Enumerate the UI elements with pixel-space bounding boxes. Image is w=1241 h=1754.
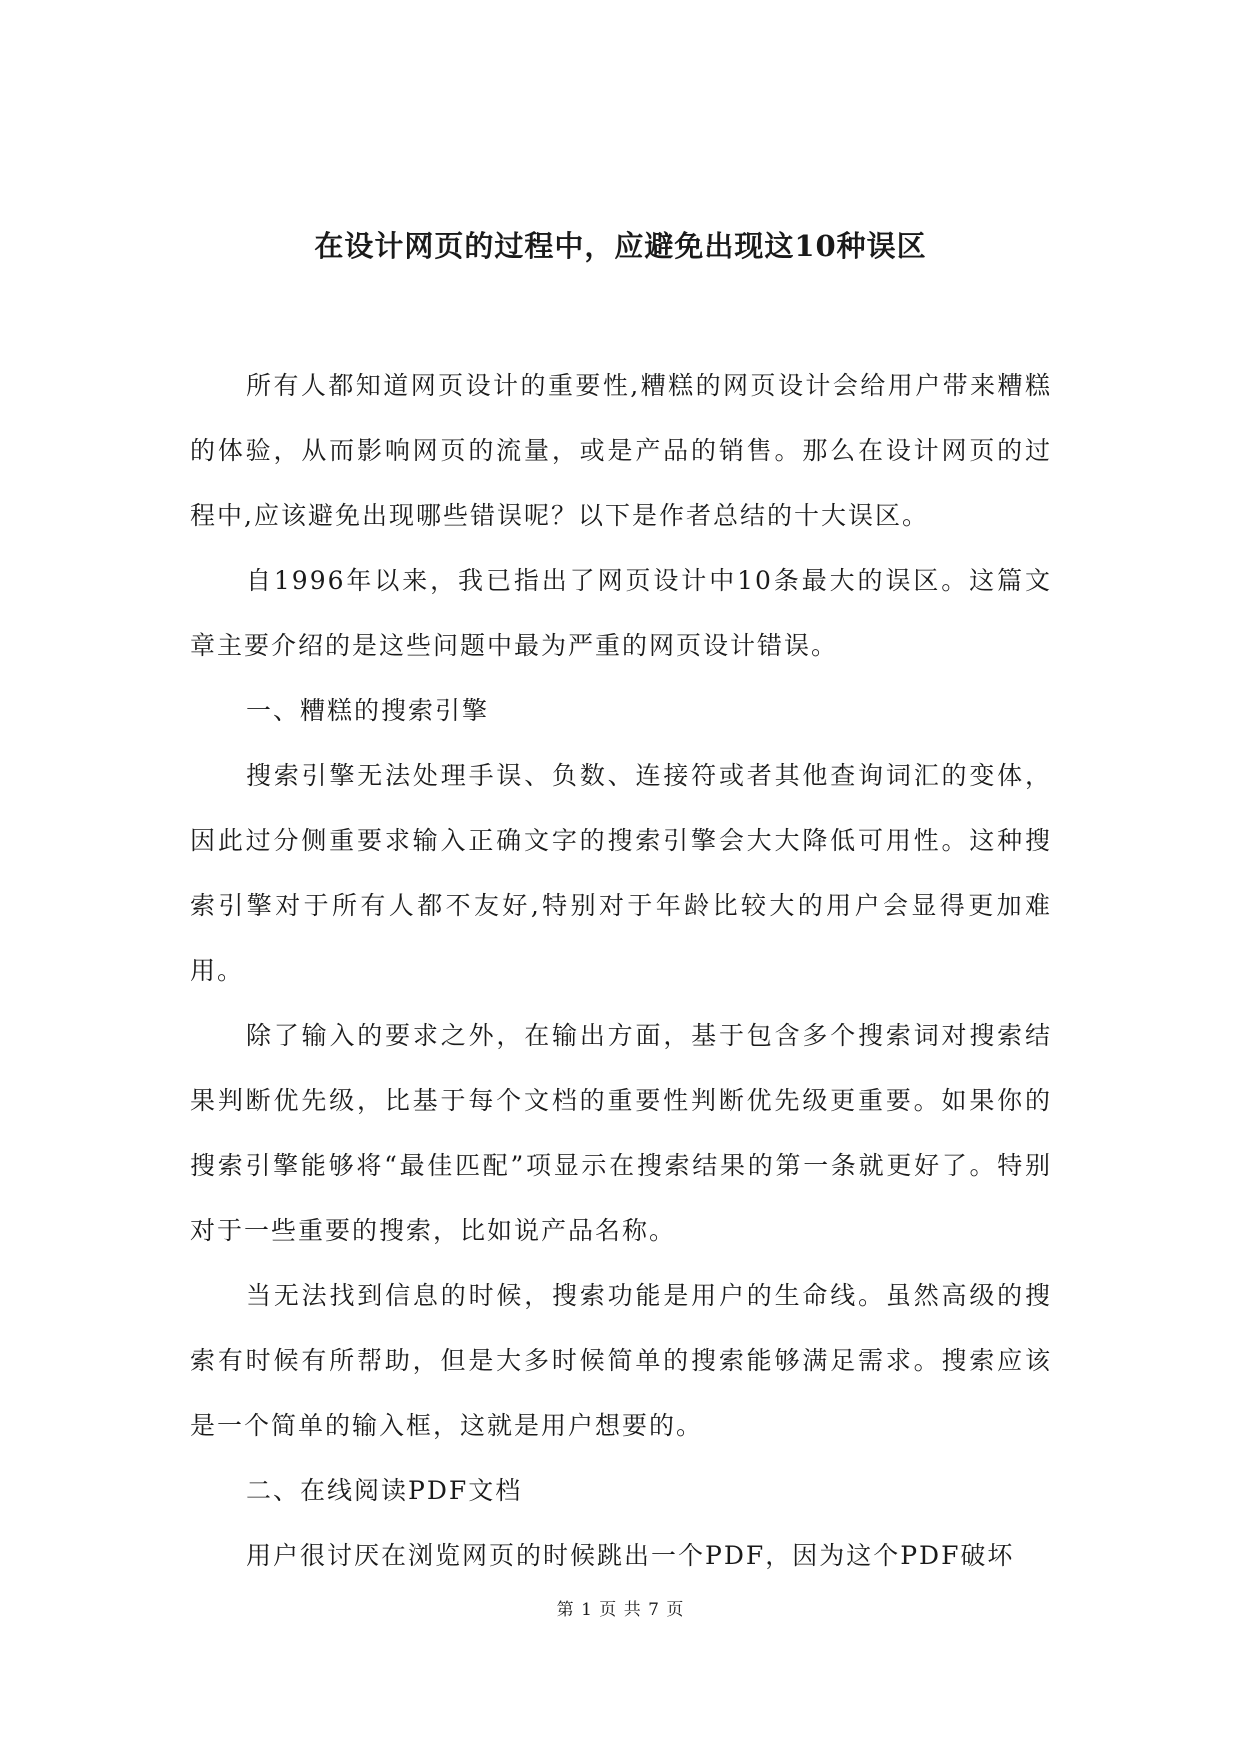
paragraph-since-1996: 自1996年以来，我已指出了网页设计中10条最大的误区。这篇文章主要介绍的是这些问题中最为严重的网页设计错误。: [190, 566, 1052, 660]
paragraph-search-engine-1: 搜索引擎无法处理手误、负数、连接符或者其他查询词汇的变体，因此过分侧重要求输入正确文字的搜索引擎会大大降低可用性。这种搜索引擎对于所有人都不友好,特别对于年龄比较大的用户会显得更加难用。: [190, 761, 1052, 985]
paragraph-intro: 所有人都知道网页设计的重要性,糟糕的网页设计会给用户带来糟糕的体验，从而影响网页的流量，或是产品的销售。那么在设计网页的过程中,应该避免出现哪些错误呢？以下是作者总结的十大误区。: [190, 371, 1052, 530]
section-heading-1: 一、糟糕的搜索引擎: [246, 696, 490, 725]
document-title: 在设计网页的过程中，应避免出现这10种误区: [314, 229, 927, 263]
paragraph-search-engine-2: 除了输入的要求之外，在输出方面，基于包含多个搜索词对搜索结果判断优先级，比基于每个文档的重要性判断优先级更重要。如果你的搜索引擎能够将“最佳匹配”项显示在搜索结果的第一条就更好了。特别对于一些重要的搜索，比如说产品名称。: [190, 1021, 1052, 1245]
paragraph-pdf-1: 用户很讨厌在浏览网页的时候跳出一个PDF，因为这个PDF破坏: [246, 1541, 1015, 1570]
page-number-footer: 第 1 页 共 7 页: [556, 1600, 685, 1620]
section-heading-2: 二、在线阅读PDF文档: [246, 1476, 523, 1505]
document-body: [190, 353, 1052, 1588]
paragraph-search-engine-3: 当无法找到信息的时候，搜索功能是用户的生命线。虽然高级的搜索有时候有所帮助，但是大多时候简单的搜索能够满足需求。搜索应该是一个简单的输入框，这就是用户想要的。: [190, 1281, 1052, 1440]
